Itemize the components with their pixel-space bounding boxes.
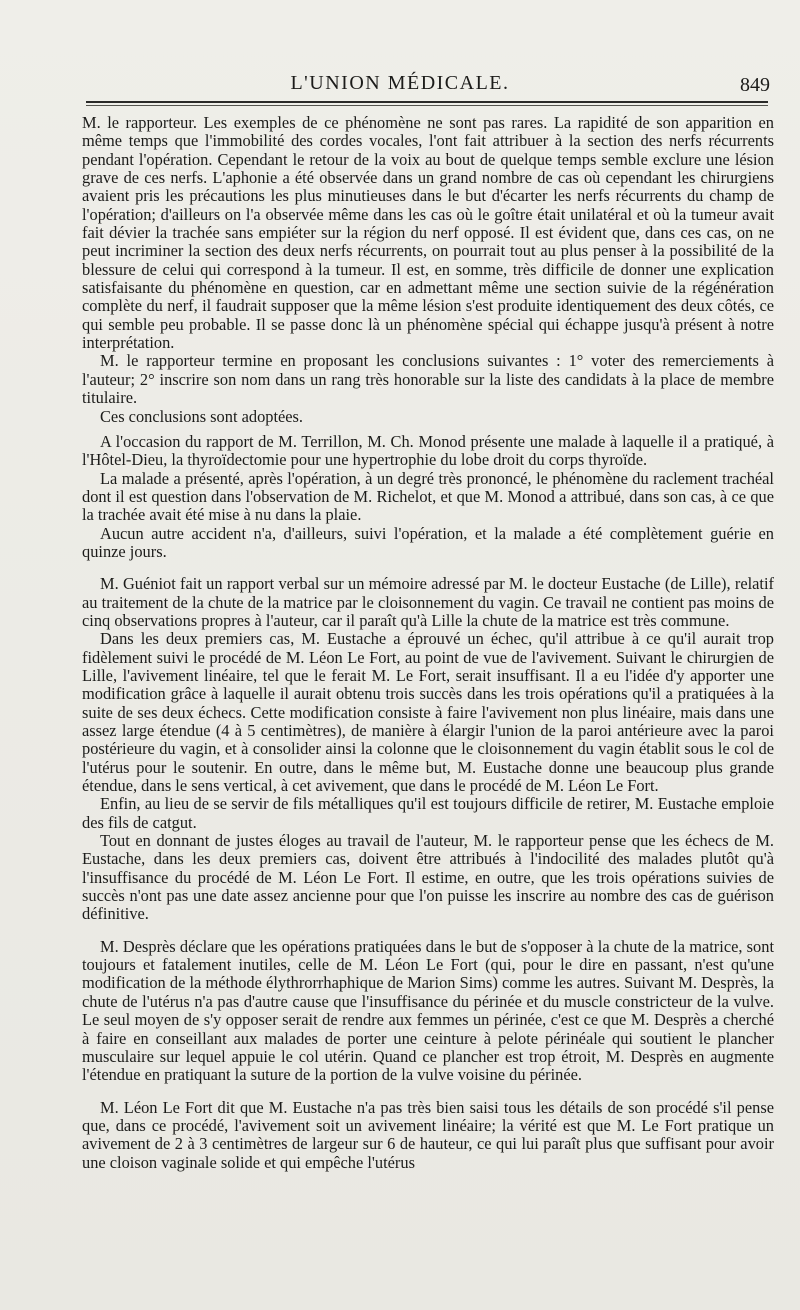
paragraph: Aucun autre accident n'a, d'ailleurs, suivi l'opération, et la malade a été complètement guérie en quinze jours. — [82, 523, 774, 561]
paragraph: M. Guéniot fait un rapport verbal sur un mémoire adressé par M. le docteur Eustache (de Lille), relatif au traitement de la chute de la matrice par le cloisonnement du vagin. Ce travail ne contient pas moins de cinq observations propres à l'auteur, car il paraît qu'à Lille la chute de la matrice est très commune. — [82, 574, 774, 630]
paragraph: A l'occasion du rapport de M. Terrillon, M. Ch. Monod présente une malade à laquelle il a pratiqué, à l'Hôtel-Dieu, la thyroïdectomie pour une hypertrophie du lobe droit du corps thyroïde. — [82, 431, 774, 470]
section-gap — [82, 1085, 774, 1099]
header-rule-thin — [86, 105, 768, 106]
paragraph: M. le rapporteur. Les exemples de ce phénomène ne sont pas rares. La rapidité de son apparition en même temps que l'immobilité des cordes vocales, l'ont fait attribuer à la section des nerfs récurrents pendant l'opération. Cependant le retour de la voix au bout de quelque temps semble exclure une lésion grave de ces nerfs. L'aphonie a été observée dans un grand nombre de cas où cependant les chirurgiens avaient pris les précautions les plus minutieuses dans le but d'écarter les nerfs récurrents du champ de l'opération; d'ailleurs on l'a observée même dans les cas où le goître était unilatéral et où la tumeur avait fait dévier la trachée sans empiéter sur la région du nerf opposé. Il est évident que, dans ces cas, on ne peut incriminer la section des deux nerfs récurrents, on pourrait tout au plus penser à la possibilité de la blessure de celui qui correspond à la tumeur. Il est, en somme, très difficile de donner une explication satisfaisante du phénomène en question, car en admettant même une section suivie de la régénération complète du nerf, il faudrait supposer que la même lésion s'est produite identiquement des deux côtés, ce qui semble peu probable. Il se passe donc là un phénomène spécial qui échappe jusqu'à présent à notre interprétation. — [82, 113, 774, 353]
paragraph: Enfin, au lieu de se servir de fils métalliques qu'il est toujours difficile de retirer, M. Eustache emploie des fils de catgut. — [82, 794, 774, 832]
paragraph: Ces conclusions sont adoptées. — [100, 406, 304, 426]
paragraph: La malade a présenté, après l'opération, à un degré très prononcé, le phénomène du raclement trachéal dont il est question dans l'observation de M. Richelot, et que M. Monod a attribué, dans son cas, à ce que la trachée avait été mise à nu dans la plaie. — [82, 468, 774, 525]
section-gap — [82, 924, 774, 938]
paragraph: M. le rapporteur termine en proposant les conclusions suivantes : 1° voter des remerciements à l'auteur; 2° inscrire son nom dans un rang très honorable sur la liste des candidats à la place de membre titulaire. — [82, 351, 774, 408]
paragraph: M. Léon Le Fort dit que M. Eustache n'a pas très bien saisi tous les détails de son procédé s'il pense que, dans ce procédé, l'avivement soit un avivement linéaire; la vérité est que M. Le Fort pratique un avivement de 2 à 3 centimètres de largeur sur 6 de hauteur, ce qui lui paraît plus que suffisant pour avoir une cloison vaginale solide et qui empêche l'utérus — [82, 1097, 774, 1172]
paragraph: M. Desprès déclare que les opérations pratiquées dans le but de s'opposer à la chute de la matrice, sont toujours et fatalement inutiles, celle de M. Léon Le Fort (qui, pour le dire en passant, n'est qu'une modification de la méthode élythrorrhaphique de Marion Sims) comme les autres. Suivant M. Desprès, la chute de l'utérus n'a pas d'autre cause que l'insuffisance du périnée et du muscle constricteur de la vulve. Le seul moyen de s'y opposer serait de rendre aux femmes un périnée, c'est ce que M. Desprès a cherché à faire en conseillant aux malades de porter une ceinture à pelote périnéale qui soutient le plancher musculaire sur lequel appuie le col utérin. Quand ce plancher est trop étroit, M. Desprès en augmente l'étendue en pratiquant la suture de la portion de la vulve voisine du périnée. — [82, 936, 774, 1085]
section-gap — [82, 561, 774, 575]
journal-title: L'UNION MÉDICALE. — [290, 72, 510, 94]
header-rule — [86, 101, 768, 103]
body-text — [82, 114, 774, 1172]
paragraph: Dans les deux premiers cas, M. Eustache a éprouvé un échec, qu'il attribue à ce qu'il aurait trop fidèlement suivi le procédé de M. Léon Le Fort, au point de vue de l'avivement. Suivant le chirurgien de Lille, l'avivement linéaire, tel que le ferait M. Le Fort, serait insuffisant. Il a eu l'idée d'y apporter une modification grâce à laquelle il aurait obtenu trois succès dans les trois opérations qu'il a pratiquées à la suite de ses deux échecs. Cette modification consiste à faire l'avivement non plus linéaire, mais dans une assez large étendue (4 à 5 centimètres), de manière à élargir l'union de la paroi antérieure avec la paroi postérieure du vagin, et à consolider ainsi la colonne que le cloisonnement du vagin établit sous le col de l'utérus pour le soutenir. En outre, dans le même but, M. Eustache donne une beaucoup plus grande étendue, dans le sens vertical, à cet avivement, que dans le procédé de M. Léon Le Fort. — [82, 629, 774, 796]
paragraph: Tout en donnant de justes éloges au travail de l'auteur, M. le rapporteur pense que les échecs de M. Eustache, dans les deux premiers cas, doivent être attribués à l'indocilité des malades plutôt qu'à l'insuffisance du procédé de M. Léon Le Fort. Il estime, en outre, que les trois opérations suivies de succès n'ont pas une date assez ancienne pour que l'on puisse les inscrire au nombre des cas de guérison définitive. — [82, 831, 774, 924]
page-number: 849 — [740, 74, 770, 96]
running-header — [0, 72, 800, 102]
